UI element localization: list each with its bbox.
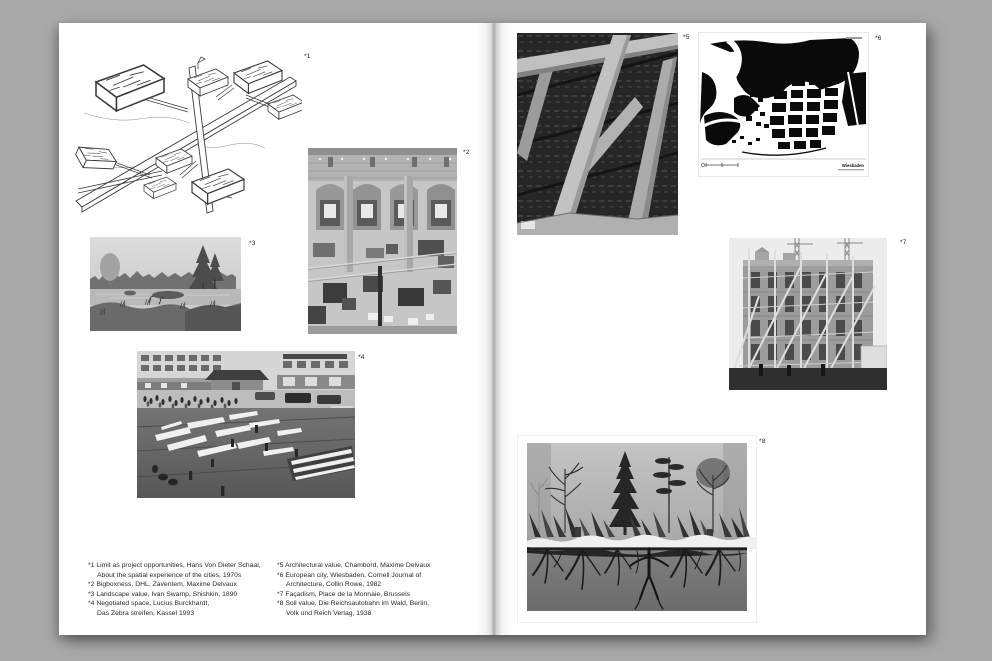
caption-line: Volk und Reich Verlag, 1938: [286, 609, 372, 617]
caption-line: *5 Architectural value, Chambord, Maxime Delvaux: [277, 562, 431, 569]
caption-line: *3 Landscape value, Ivan Swamp, Shishkin, 1890: [88, 590, 238, 598]
figure-label-7: *7: [900, 239, 907, 246]
figure-limit-as-project-sketch: [70, 53, 302, 215]
figure-swamp-painting: [90, 237, 241, 331]
figure-roof-structure-photo: [517, 33, 678, 235]
map-title: Wiesbaden: [841, 163, 864, 168]
figure-zebra-street-photo: [137, 351, 355, 498]
axonometric-sketch-image: [70, 53, 302, 215]
figure-facadism-photo: [729, 238, 887, 390]
caption-line: *8 Soil value, Die Reichsautobahn im Wald, Berlin,: [277, 600, 429, 608]
swamp-painting-image: [90, 237, 241, 331]
figure-label-5: *5: [683, 34, 690, 41]
caption-line: Architecture, Collin Rowe, 1982: [286, 581, 382, 589]
caption-column-left: [88, 561, 261, 619]
caption-line: Das Zebra streifen, Kassel 1993: [97, 609, 195, 617]
figure-label-3: *3: [249, 240, 256, 247]
figure-bigboxness-warehouse-photo: [308, 148, 457, 334]
caption-line: *2 Bigboxness, DHL, Zaventem, Maxime Delvaux: [88, 581, 237, 589]
figure-label-2: *2: [463, 149, 470, 156]
facadism-photo-image: [729, 238, 887, 390]
soil-roots-drawing-image: [517, 435, 757, 623]
figure-label-6: *6: [875, 35, 882, 42]
figure-wiesbaden-map: [698, 32, 869, 177]
roof-structure-photo-image: [517, 33, 678, 235]
figure-label-1: *1: [304, 53, 311, 60]
zebra-street-photo-image: [137, 351, 355, 498]
figure-label-4: *4: [358, 354, 365, 361]
caption-line: *4 Negotiated space, Lucius Burckhardt,: [88, 600, 210, 608]
caption-line: *6 European city, Wiesbaden, Cornell Journal of: [277, 571, 422, 579]
caption-column-right: [277, 561, 430, 619]
caption-line: About the spatial experience of the cities, 1970s: [97, 571, 242, 579]
book-spread: [59, 23, 926, 635]
figure-label-8: *8: [759, 438, 766, 445]
caption-line: *1 Limit as project opportunities, Hans Von Dieter Schaal,: [88, 562, 261, 569]
caption-line: *7 Façadism, Place de la Monnaie, Brussels: [277, 590, 410, 598]
wiesbaden-map-image: [698, 32, 869, 177]
figure-soil-roots-drawing: [517, 435, 757, 623]
warehouse-photo-image: [308, 148, 457, 334]
page-gutter: [475, 23, 513, 635]
